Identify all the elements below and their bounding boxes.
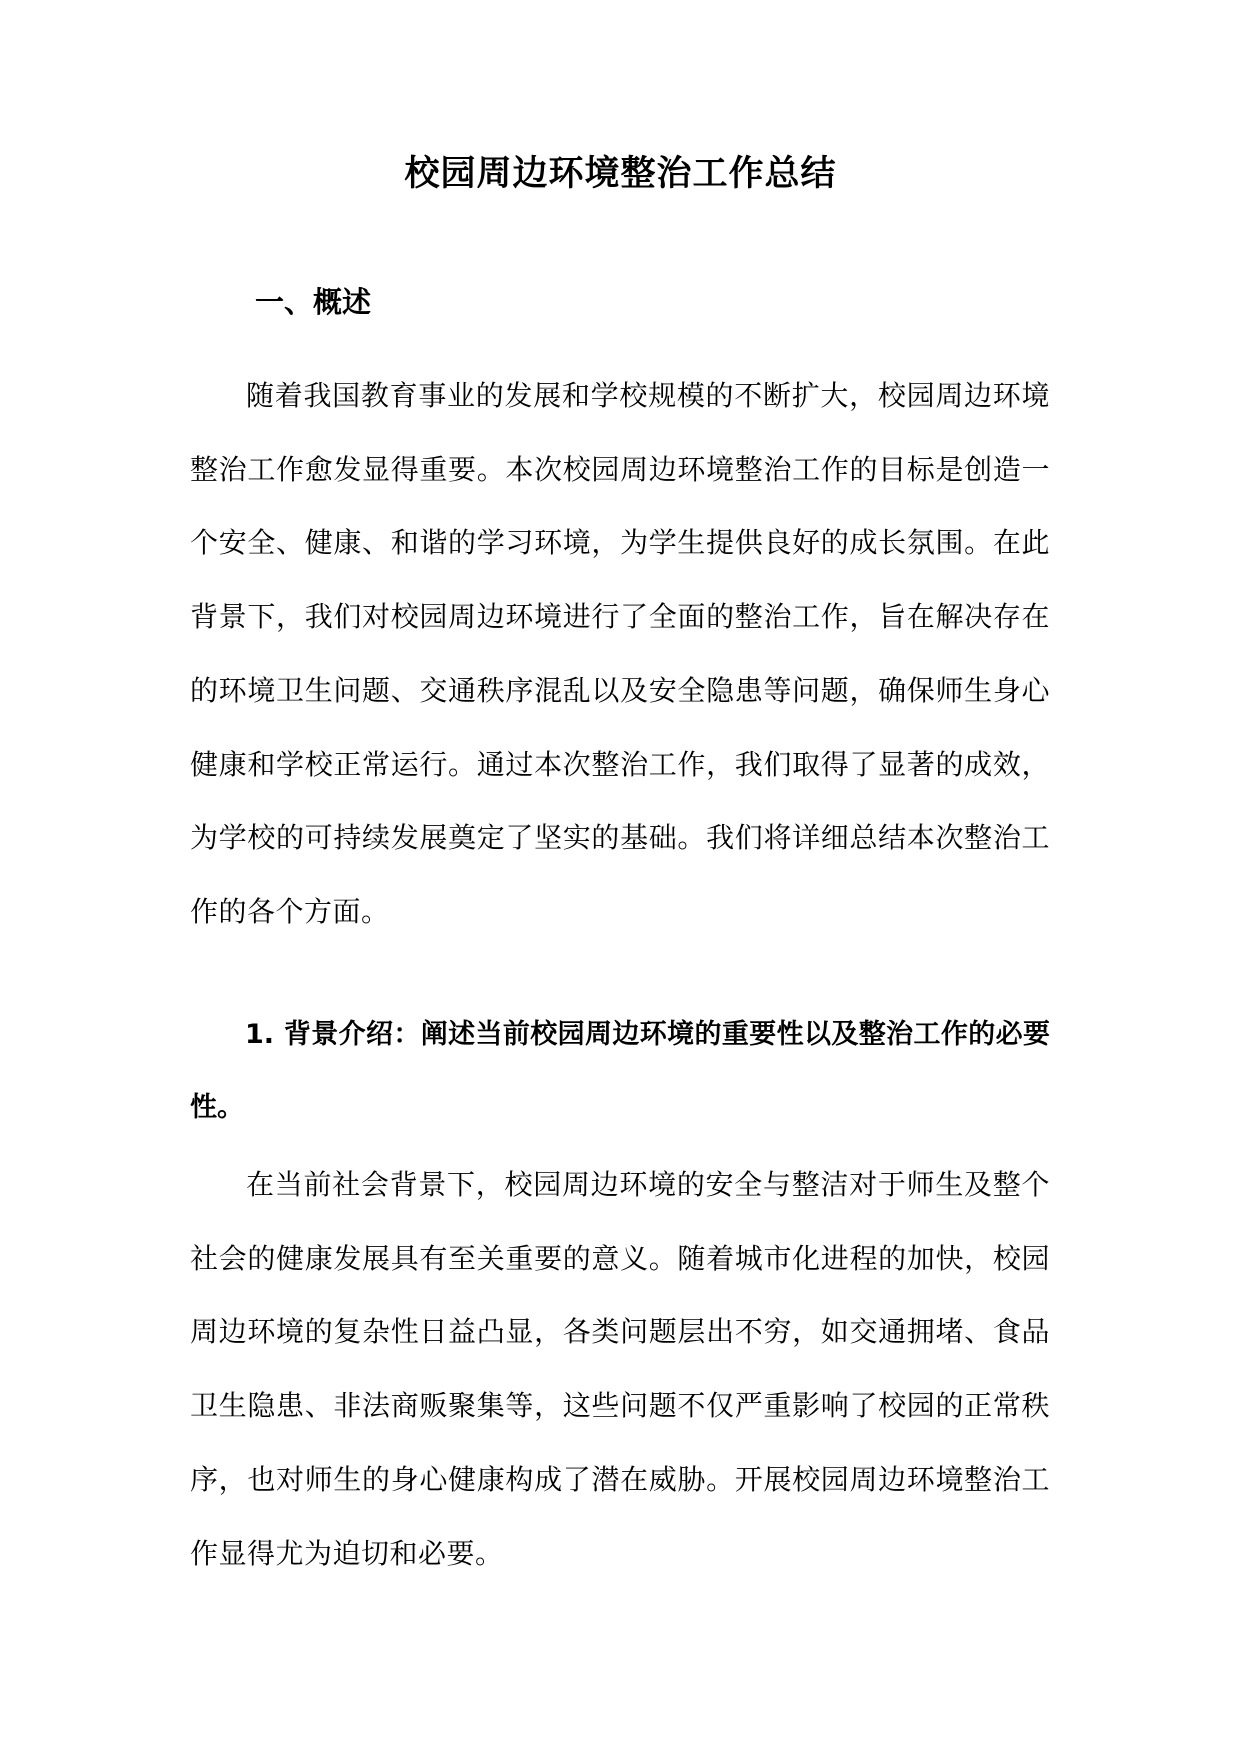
overview-paragraph: 随着我国教育事业的发展和学校规模的不断扩大，校园周边环境整治工作愈发显得重要。本次校园周边环境整治工作的目标是创造一个安全、健康、和谐的学习环境，为学生提供良好的成长氛围。在此背景下，我们对校园周边环境进行了全面的整治工作，旨在解决存在的环境卫生问题、交通秩序混乱以及安全隐患等问题，确保师生身心健康和学校正常运行。通过本次整治工作，我们取得了显著的成效，为学校的可持续发展奠定了坚实的基础。我们将详细总结本次整治工作的各个方面。 <box>190 379 1050 928</box>
background-paragraph: 在当前社会背景下，校园周边环境的安全与整洁对于师生及整个社会的健康发展具有至关重要的意义。随着城市化进程的加快，校园周边环境的复杂性日益凸显，各类问题层出不穷，如交通拥堵、食品卫生隐患、非法商贩聚集等，这些问题不仅严重影响了校园的正常秩序，也对师生的身心健康构成了潜在威胁。开展校园周边环境整治工作显得尤为迫切和必要。 <box>190 1168 1050 1570</box>
document-title: 校园周边环境整治工作总结 <box>404 154 837 194</box>
section-heading-overview: 一、概述 <box>255 285 372 319</box>
subsection-heading-background: 1. 背景介绍：阐述当前校园周边环境的重要性以及整治工作的必要性。 <box>190 1019 1050 1123</box>
